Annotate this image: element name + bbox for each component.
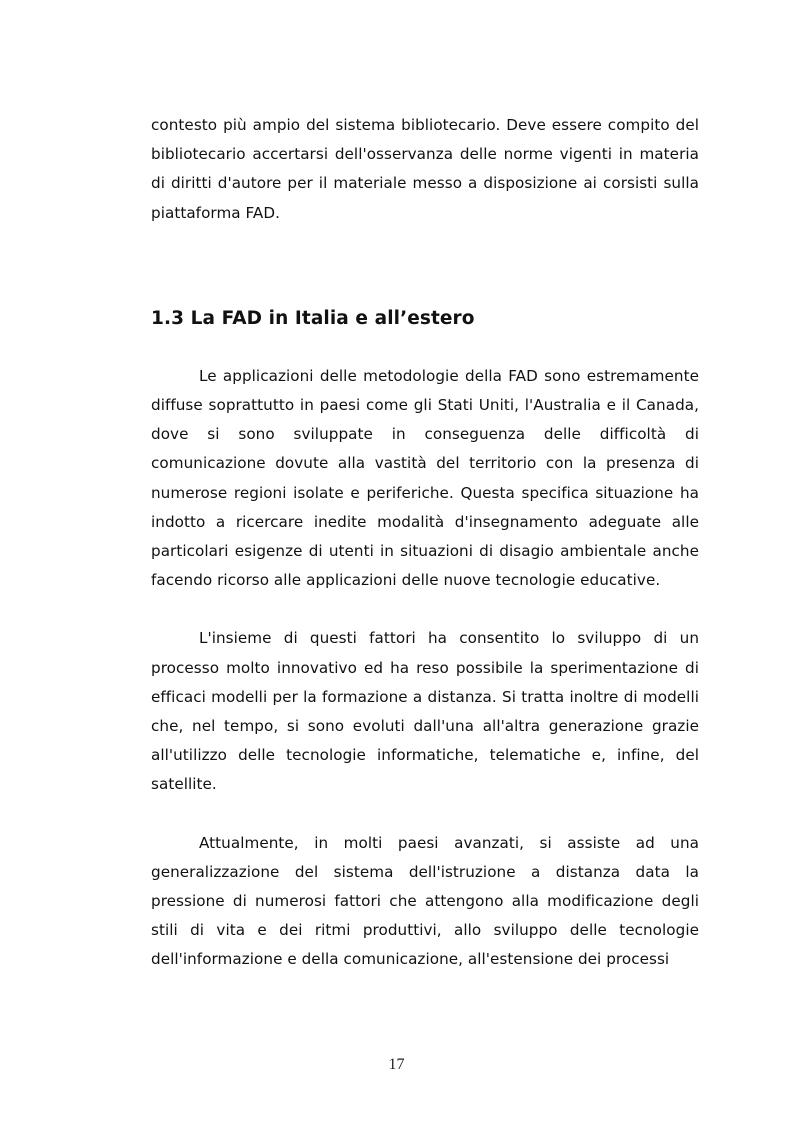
- body-paragraph-2: L'insieme di questi fattori ha consentito lo sviluppo di un processo molto innovativo ed ha reso possibile la sperimentazione di efficaci modelli per la formazione a distanza. Si tratta inoltre di modelli che, nel tempo, si sono evoluti dall'una all'altra generazione grazie all'utilizzo delle tecnologie informatiche, telematiche e, infine, del satellite.: [151, 629, 699, 794]
- document-page: [151, 111, 699, 975]
- page-number: 17: [388, 1056, 405, 1073]
- body-paragraph-3: Attualmente, in molti paesi avanzati, si assiste ad una generalizzazione del sistema dell'istruzione a distanza data la pressione di numerosi fattori che attengono alla modificazione degli stili di vita e dei ritmi produttivi, allo sviluppo delle tecnologie dell'informazione e della comunicazione, all'estensione dei processi: [151, 833, 699, 969]
- section-heading: 1.3 La FAD in Italia e all’estero: [151, 307, 475, 329]
- continued-paragraph: contesto più ampio del sistema bibliotecario. Deve essere compito del bibliotecario accertarsi dell'osservanza delle norme vigenti in materia di diritti d'autore per il materiale messo a disposizione ai corsisti sulla piattaforma FAD.: [151, 116, 699, 222]
- body-paragraph-1: Le applicazioni delle metodologie della FAD sono estremamente diffuse soprattutto in paesi come gli Stati Uniti, l'Australia e il Canada, dove si sono sviluppate in conseguenza delle difficoltà di comunicazione dovute alla vastità del territorio con la presenza di numerose regioni isolate e periferiche. Questa specifica situazione ha indotto a ricercare inedite modalità d'insegnamento adeguate alle particolari esigenze di utenti in situazioni di disagio ambientale anche facendo ricorso alle applicazioni delle nuove tecnologie educative.: [151, 366, 699, 590]
